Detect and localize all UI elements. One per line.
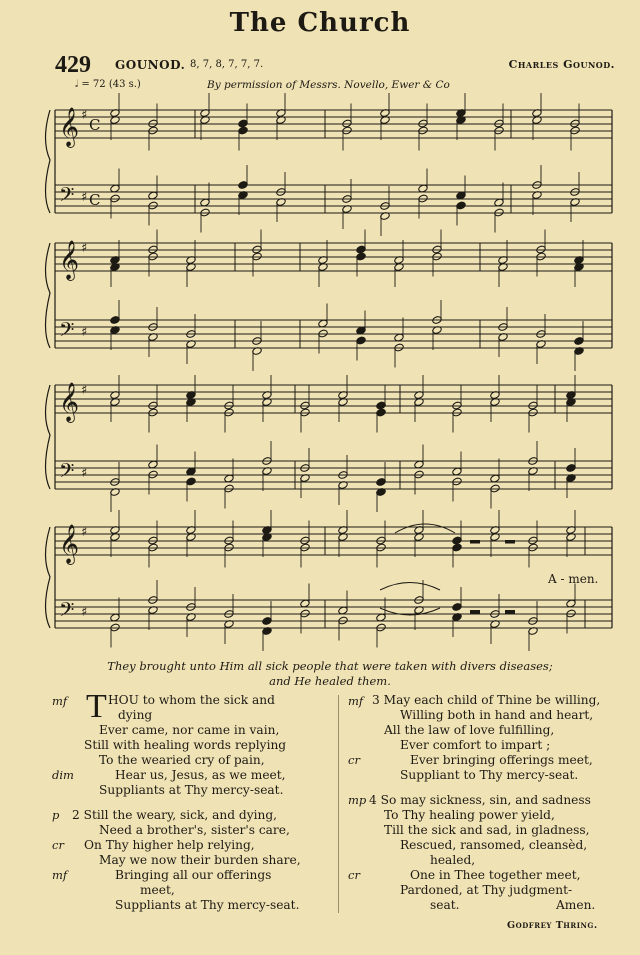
- verse-4-line-1: 4 So may sickness, sin, and sadness: [369, 793, 591, 807]
- permission-note: By permission of Messrs. Novello, Ewer & Co: [207, 79, 450, 91]
- bass-clef: 𝄢: [59, 598, 75, 626]
- dynamic-cr-3: cr: [348, 868, 360, 882]
- verse-4-line-6: One in Thee together meet,: [410, 868, 581, 882]
- slur: [395, 524, 455, 533]
- verse-4-line-4: Rescued, ransomed, cleansèd,: [400, 838, 588, 852]
- verse-3-line-3: All the law of love fulfilling,: [384, 723, 555, 737]
- verse-2-line-7: Suppliants at Thy mercy-seat.: [115, 898, 300, 912]
- treble-clef: 𝄞: [59, 382, 80, 422]
- column-divider: [338, 695, 339, 913]
- scripture-line-1: They brought unto Him all sick people that were taken with divers diseases;: [107, 659, 553, 673]
- time-signature: C: [89, 116, 101, 134]
- rest: [505, 540, 515, 544]
- verse-2-line-4: May we now their burden share,: [99, 853, 301, 867]
- treble-clef: 𝄞: [59, 240, 80, 280]
- hymn-number: 429: [55, 52, 91, 78]
- verse-3-line-5: Ever bringing offerings meet,: [410, 753, 593, 767]
- slur: [380, 583, 440, 591]
- verse-2-line-2: Need a brother's, sister's care,: [99, 823, 290, 837]
- amen-label: A - men.: [548, 572, 599, 586]
- verse-1-line-6: Hear us, Jesus, as we meet,: [115, 768, 286, 782]
- bass-clef: 𝄢: [59, 183, 75, 211]
- author: Godfrey Thring.: [507, 920, 598, 931]
- system-brace: [46, 243, 51, 348]
- dynamic-mp: mp: [348, 793, 367, 807]
- verse-1-line-3: Ever came, nor came in vain,: [99, 723, 280, 737]
- key-signature-sharp: ♯: [81, 108, 88, 123]
- dynamic-cr-2: cr: [348, 753, 360, 767]
- key-signature-sharp: ♯: [81, 325, 88, 340]
- meter: 8, 7, 8, 7, 7, 7.: [190, 59, 264, 70]
- dynamic-mf-3: mf: [348, 694, 364, 708]
- dynamic-p: p: [52, 808, 60, 822]
- key-signature-sharp: ♯: [81, 383, 88, 398]
- time-signature: C: [89, 191, 101, 209]
- system-brace: [46, 110, 51, 213]
- verse-3-line-1: 3 May each child of Thine be willing,: [372, 693, 601, 707]
- tempo-value: = 72 (43 s.): [81, 79, 141, 90]
- verse-2-line-1: 2 Still the weary, sick, and dying,: [72, 808, 278, 822]
- dynamic-dim: dim: [52, 768, 74, 782]
- verse-4-line-5: healed,: [430, 853, 476, 867]
- page-title: The Church: [229, 8, 411, 38]
- key-signature-sharp: ♯: [81, 466, 88, 481]
- verse-1-line-5: To the wearied cry of pain,: [99, 753, 265, 767]
- dynamic-mf-2: mf: [52, 868, 68, 882]
- tune-name: GOUNOD.: [115, 58, 186, 72]
- scripture-line-2: and He healed them.: [269, 674, 391, 688]
- verse-3-line-6: Suppliant to Thy mercy-seat.: [400, 768, 579, 782]
- key-signature-sharp: ♯: [81, 525, 88, 540]
- verse-4-line-7: Pardoned, at Thy judgment-: [400, 883, 573, 897]
- verse-1-line-4: Still with healing words replying: [84, 738, 287, 752]
- tempo-marking: 𝅗𝅥 = 72 (43 s.): [75, 79, 141, 90]
- drop-cap: T: [86, 688, 107, 725]
- key-signature-sharp: ♯: [81, 241, 88, 256]
- bass-clef: 𝄢: [59, 459, 75, 487]
- rest: [470, 610, 480, 614]
- system-brace: [46, 385, 51, 489]
- dynamic-cr: cr: [52, 838, 64, 852]
- verse-4-line-8: seat.: [430, 898, 460, 912]
- key-signature-sharp: ♯: [81, 605, 88, 620]
- rest: [470, 540, 480, 544]
- verse-1-line-1: HOU to whom the sick and: [108, 693, 275, 707]
- verse-4-line-2: To Thy healing power yield,: [384, 808, 555, 822]
- verse-3-line-4: Ever comfort to impart ;: [400, 738, 551, 752]
- verse-4-amen: Amen.: [556, 898, 596, 912]
- verse-1-line-2: dying: [118, 708, 153, 722]
- bass-clef: 𝄢: [59, 318, 75, 346]
- verse-2-line-5: Bringing all our offerings: [115, 868, 272, 882]
- verse-1-line-7: Suppliants at Thy mercy-seat.: [99, 783, 284, 797]
- verse-4-line-3: Till the sick and sad, in gladness,: [384, 823, 590, 837]
- composer: Charles Gounod.: [508, 58, 615, 71]
- treble-clef: 𝄞: [59, 107, 80, 147]
- dynamic-mf: mf: [52, 694, 68, 708]
- verse-2-line-6: meet,: [140, 883, 175, 897]
- key-signature-sharp: ♯: [81, 190, 88, 205]
- treble-clef: 𝄞: [59, 524, 80, 564]
- verse-3-line-2: Willing both in hand and heart,: [400, 708, 594, 722]
- system-brace: [46, 527, 51, 628]
- verse-2-line-3: On Thy higher help relying,: [84, 838, 255, 852]
- rest: [505, 610, 515, 614]
